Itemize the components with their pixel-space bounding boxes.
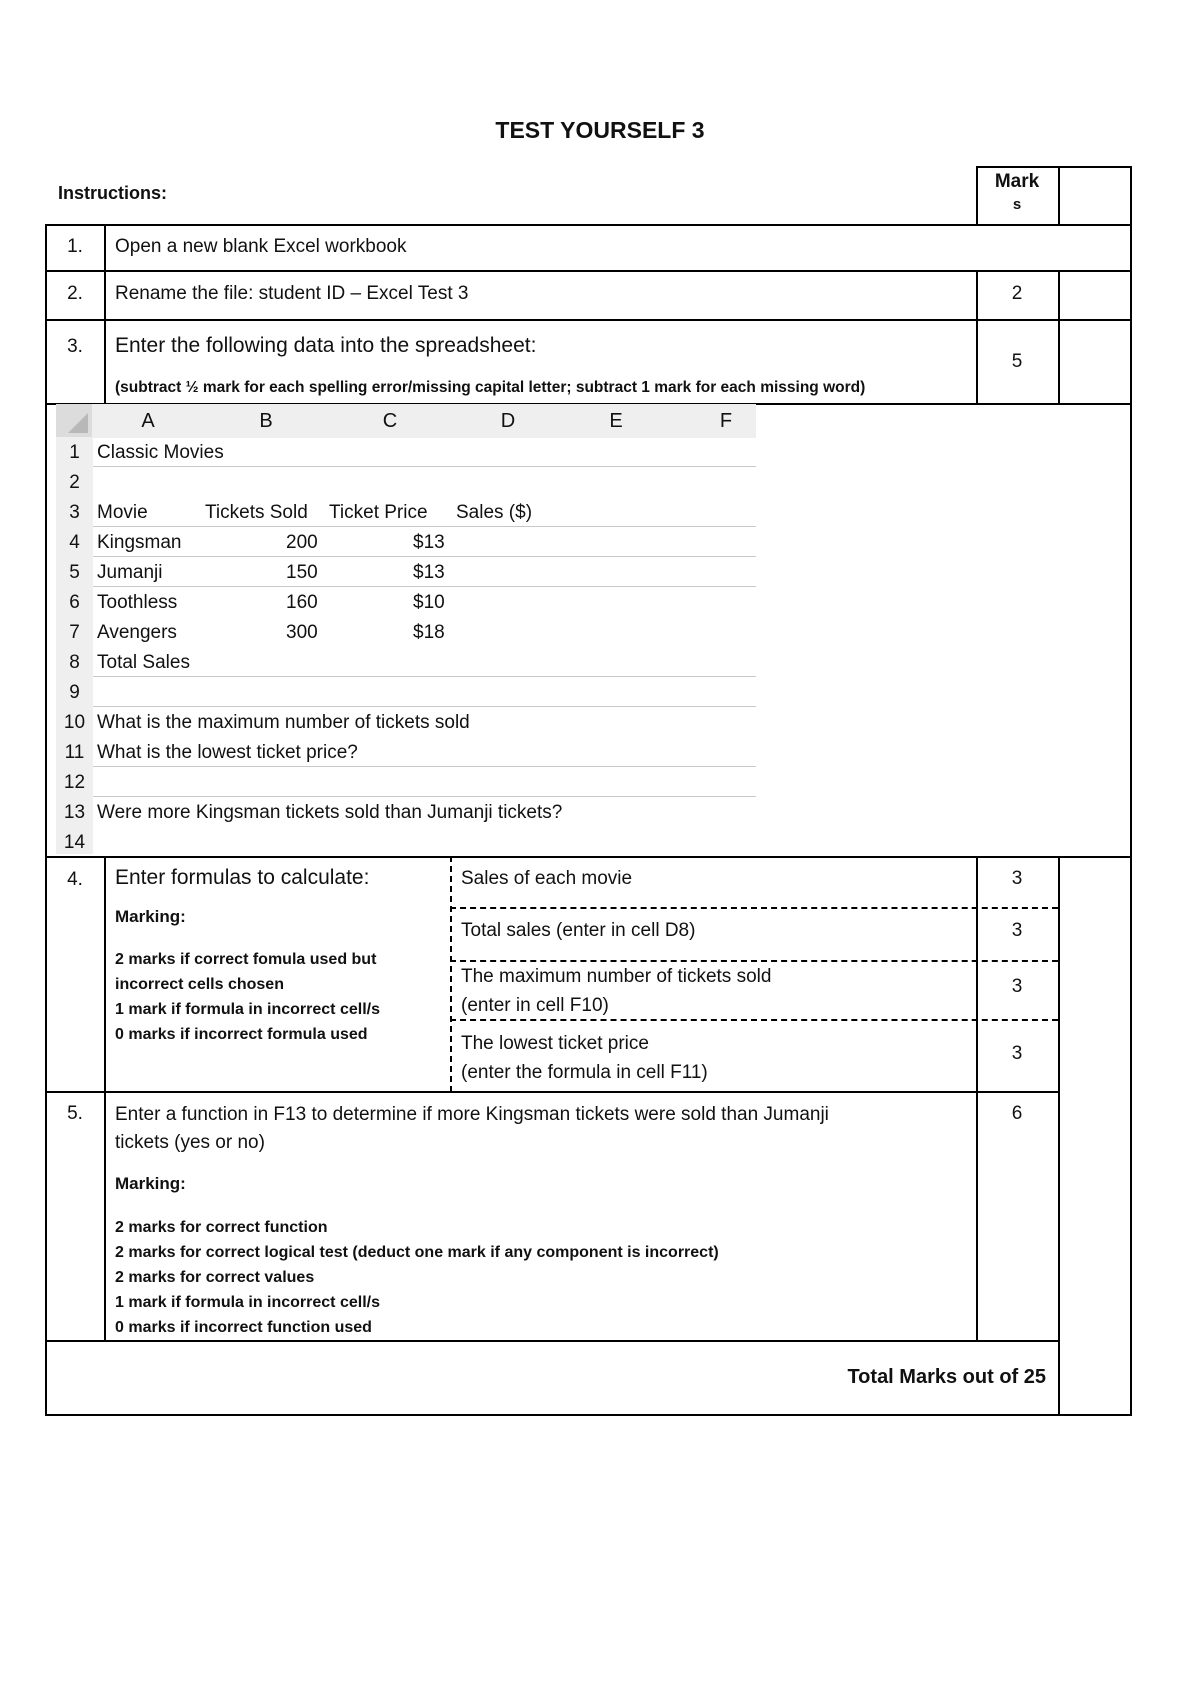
column-header-a: A <box>141 410 155 432</box>
cell-c7: $18 <box>413 622 445 643</box>
item-5-text <box>115 1101 829 1157</box>
subtask-4-marks: 3 <box>1011 1043 1023 1064</box>
item-4-marking-line: incorrect cells chosen <box>115 976 284 993</box>
column-header-e: E <box>609 410 623 432</box>
cell-c3: Ticket Price <box>329 502 428 523</box>
item-5-marking-list <box>115 1215 719 1340</box>
item-3-text: Enter the following data into the spreadsheet: <box>115 334 537 357</box>
row-number-3: 3 <box>69 502 80 523</box>
row-number-9: 9 <box>69 682 80 703</box>
row-number-4: 4 <box>69 532 80 553</box>
spreadsheet-screenshot <box>56 404 756 854</box>
marks-header-line1: Mark <box>994 171 1040 192</box>
cell-b3: Tickets Sold <box>205 502 308 523</box>
cell-a8: Total Sales <box>97 652 190 673</box>
item-5-number: 5. <box>67 1103 83 1124</box>
row-number-8: 8 <box>69 652 80 673</box>
row-number-1: 1 <box>69 442 80 463</box>
item-5-marking-line: 2 marks for correct function <box>115 1219 328 1236</box>
subtask-2-marks: 3 <box>1011 920 1023 941</box>
cell-b4: 200 <box>286 532 318 553</box>
marks-header-line2: s <box>1012 196 1022 213</box>
subtask-3-text <box>461 962 771 1020</box>
gridline <box>93 676 756 677</box>
gridline <box>93 586 756 587</box>
item-5-marking-line: 2 marks for correct logical test (deduct one mark if any component is incorrect) <box>115 1244 719 1261</box>
marks-header <box>976 168 1058 214</box>
gridline <box>93 706 756 707</box>
subtask-4-line: The lowest ticket price <box>461 1033 649 1054</box>
column-header-b: B <box>259 410 273 432</box>
item-5-text-line: tickets (yes or no) <box>115 1132 265 1153</box>
item-3-note: (subtract ½ mark for each spelling error/missing capital letter; subtract 1 mark for each missing word) <box>115 379 866 396</box>
column-header-d: D <box>500 410 516 432</box>
gridline <box>93 466 756 467</box>
cell-a7: Avengers <box>97 622 177 643</box>
cell-a3: Movie <box>97 502 148 523</box>
item-5-marking-line: 2 marks for correct values <box>115 1269 315 1286</box>
cell-a4: Kingsman <box>97 532 182 553</box>
item-4-marking-label: Marking: <box>115 907 186 926</box>
row-number-12: 12 <box>63 772 86 793</box>
cell-c4: $13 <box>413 532 445 553</box>
item-2-text: Rename the file: student ID – Excel Test 3 <box>115 283 469 304</box>
subtask-4-line: (enter the formula in cell F11) <box>461 1062 708 1083</box>
row-number-14: 14 <box>63 832 86 853</box>
cell-c5: $13 <box>413 562 445 583</box>
cell-a10: What is the maximum number of tickets sold <box>97 712 470 733</box>
gridline <box>93 796 756 797</box>
item-4-marking-line: 1 mark if formula in incorrect cell/s <box>115 1001 380 1018</box>
cell-a6: Toothless <box>97 592 178 613</box>
subtask-3-line: (enter in cell F10) <box>461 995 609 1016</box>
column-header-f: F <box>719 410 733 432</box>
item-5-marking-line: 0 marks if incorrect function used <box>115 1319 372 1336</box>
subtask-1-marks: 3 <box>1011 868 1023 889</box>
cell-a1: Classic Movies <box>97 442 224 463</box>
cell-a13: Were more Kingsman tickets sold than Jumanji tickets? <box>97 802 563 823</box>
cell-c6: $10 <box>413 592 445 613</box>
subtask-3-marks: 3 <box>1011 976 1023 997</box>
gridline <box>93 766 756 767</box>
subtask-3-line: The maximum number of tickets sold <box>461 966 772 987</box>
item-4-marking-line: 2 marks if correct fomula used but <box>115 951 377 968</box>
row-number-6: 6 <box>69 592 80 613</box>
cell-a5: Jumanji <box>97 562 163 583</box>
item-4-marking-line: 0 marks if incorrect formula used <box>115 1026 368 1043</box>
subtask-2-text: Total sales (enter in cell D8) <box>461 920 696 941</box>
column-header-c: C <box>382 410 398 432</box>
select-all-corner <box>56 404 92 437</box>
item-3-number: 3. <box>67 336 83 357</box>
gridline <box>93 556 756 557</box>
item-4-marking-list <box>115 947 380 1047</box>
item-3-marks: 5 <box>1011 351 1023 372</box>
gridline <box>93 526 756 527</box>
row-number-10: 10 <box>63 712 86 733</box>
row-number-13: 13 <box>63 802 86 823</box>
cell-b6: 160 <box>286 592 318 613</box>
item-5-marks: 6 <box>1011 1103 1023 1124</box>
item-5-text-line: Enter a function in F13 to determine if more Kingsman tickets were sold than Jumanji <box>115 1104 829 1125</box>
cell-d3: Sales ($) <box>456 502 533 523</box>
item-4-number: 4. <box>67 869 83 890</box>
instructions-label: Instructions: <box>58 183 168 203</box>
subtask-4-text <box>461 1029 708 1087</box>
item-4-text: Enter formulas to calculate: <box>115 866 370 889</box>
item-5-marking-line: 1 mark if formula in incorrect cell/s <box>115 1294 380 1311</box>
item-5-marking-label: Marking: <box>115 1174 186 1193</box>
subtask-1-text: Sales of each movie <box>461 868 633 889</box>
total-marks-label: Total Marks out of 25 <box>847 1366 1046 1388</box>
row-number-7: 7 <box>69 622 80 643</box>
item-2-marks: 2 <box>1011 283 1023 304</box>
cell-b7: 300 <box>286 622 318 643</box>
cell-b5: 150 <box>286 562 318 583</box>
item-2-number: 2. <box>67 283 83 304</box>
row-number-5: 5 <box>69 562 80 583</box>
row-number-11: 11 <box>64 742 85 763</box>
cell-a11: What is the lowest ticket price? <box>97 742 358 763</box>
item-1-text: Open a new blank Excel workbook <box>115 236 407 257</box>
page-title: TEST YOURSELF 3 <box>495 117 705 143</box>
row-number-2: 2 <box>69 472 80 493</box>
item-1-number: 1. <box>67 236 83 257</box>
